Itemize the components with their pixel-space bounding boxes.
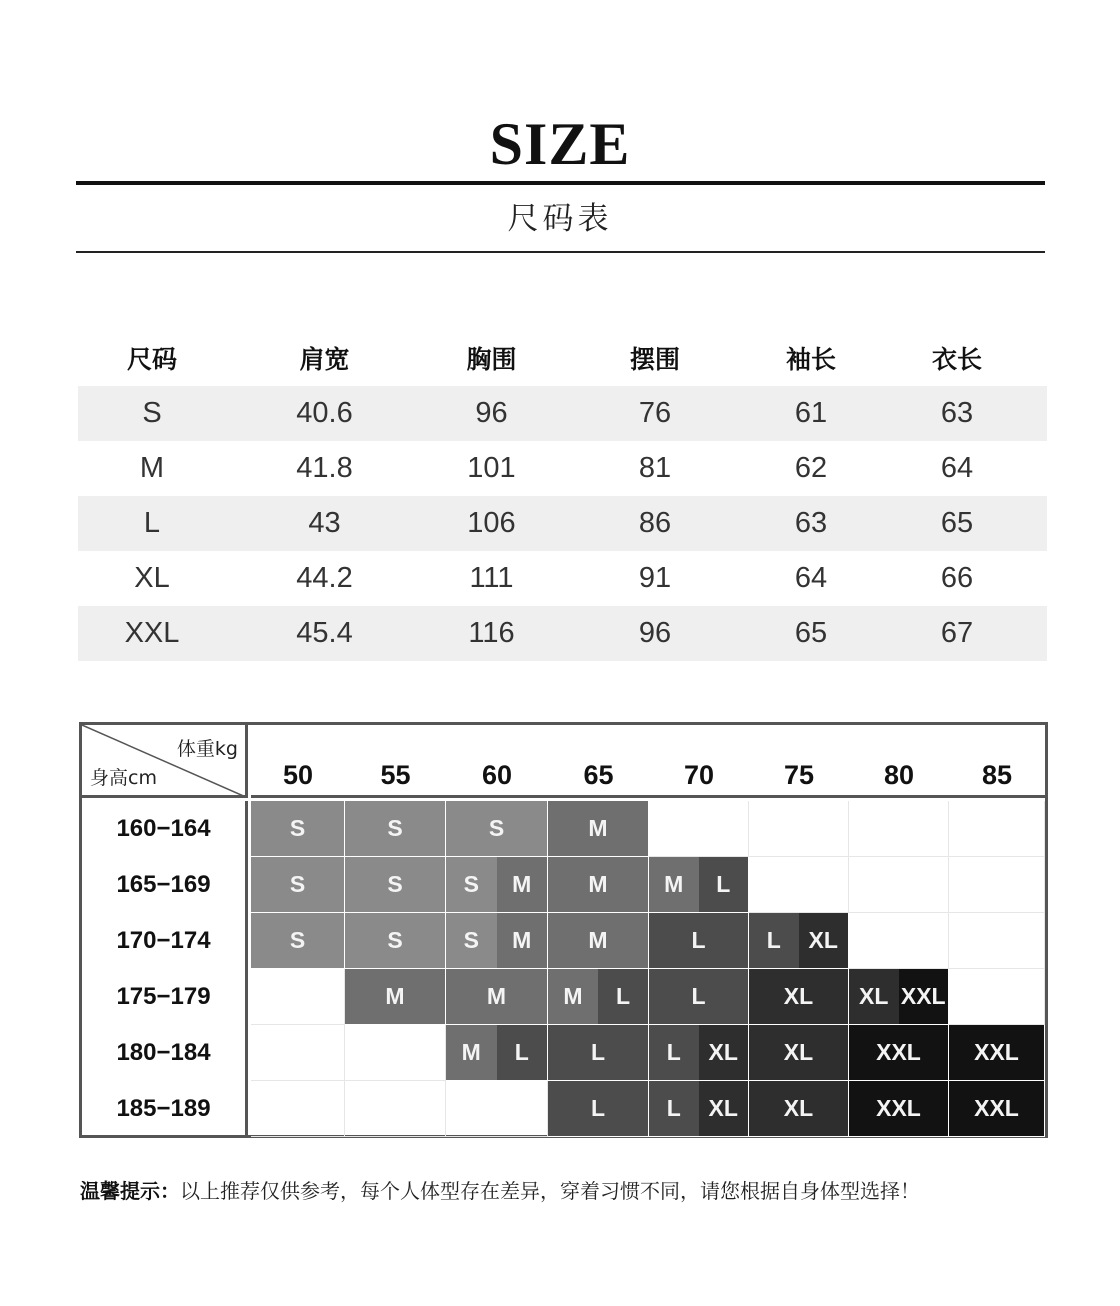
table-cell: 63 — [794, 507, 828, 539]
size-label: XL — [849, 969, 899, 1024]
size-label: L — [699, 857, 749, 912]
size-cell — [649, 801, 749, 857]
column-header: 肩宽 — [299, 345, 350, 374]
table-row — [78, 606, 1047, 661]
size-label: L — [548, 1081, 648, 1136]
size-label: L — [649, 913, 748, 968]
tip-note — [80, 1175, 920, 1204]
table-cell: 63 — [940, 397, 974, 429]
size-label: XXL — [849, 1081, 948, 1136]
size-cell — [548, 1081, 649, 1137]
size-cell — [849, 857, 949, 913]
column-header: 衣长 — [931, 345, 982, 374]
size-cell — [345, 913, 446, 969]
size-cell — [345, 1025, 446, 1081]
size-cell — [548, 1025, 649, 1081]
column-header: 摆围 — [629, 345, 680, 374]
size-label: L — [649, 1081, 699, 1136]
size-cell — [251, 913, 345, 969]
table-cell: 116 — [468, 617, 515, 649]
table-cell: 65 — [940, 507, 974, 539]
size-cell — [251, 801, 345, 857]
size-label: L — [649, 1025, 699, 1080]
weight-header-cell: 75 — [783, 760, 815, 790]
height-row-label: 160−164 — [82, 801, 248, 857]
size-cell — [849, 1025, 949, 1081]
table-cell: 64 — [794, 562, 828, 594]
size-label: XL — [699, 1025, 749, 1080]
height-row-label: 175−179 — [82, 969, 248, 1025]
table-cell: 66 — [940, 562, 974, 594]
table-row — [78, 551, 1047, 606]
size-label: M — [548, 857, 648, 912]
size-label: S — [446, 801, 547, 856]
size-label: S — [251, 913, 344, 968]
height-axis-label: 身高cm — [90, 767, 157, 789]
table-cell: 86 — [638, 507, 672, 539]
size-cell — [749, 1081, 849, 1137]
table-row — [78, 386, 1047, 441]
size-label: M — [497, 913, 548, 968]
size-cell — [649, 969, 749, 1025]
size-label: M — [345, 969, 445, 1024]
table-cell: 45.4 — [296, 617, 353, 649]
weight-header-cell: 80 — [883, 760, 915, 790]
size-label: M — [649, 857, 699, 912]
size-label: XL — [749, 969, 848, 1024]
weight-header-cell: 85 — [981, 760, 1013, 790]
size-cell — [949, 857, 1045, 913]
height-row-label: 185−189 — [82, 1081, 248, 1137]
size-label: XL — [799, 913, 849, 968]
size-cell — [446, 801, 548, 857]
table-cell: M — [139, 452, 165, 484]
page-title: SIZE — [489, 111, 631, 177]
size-label: XXL — [899, 969, 949, 1024]
weight-header-cell: 70 — [683, 760, 715, 790]
size-label: M — [497, 857, 548, 912]
weight-header-cell: 50 — [282, 760, 314, 790]
size-cell — [446, 1081, 548, 1137]
size-cell — [548, 857, 649, 913]
size-cell — [949, 1025, 1045, 1081]
weight-header-cell: 65 — [583, 760, 614, 790]
weight-header-cell: 60 — [481, 760, 513, 790]
tip-label: 温馨提示： — [80, 1179, 180, 1203]
size-cell — [949, 1081, 1045, 1137]
size-label: S — [345, 913, 445, 968]
title-divider — [76, 181, 1045, 185]
weight-axis-label: 体重kg — [176, 738, 238, 760]
table-cell: 91 — [638, 562, 672, 594]
grid-corner — [82, 725, 248, 798]
size-label: XL — [749, 1025, 848, 1080]
table-cell: 65 — [794, 617, 828, 649]
table-cell: 106 — [467, 507, 516, 539]
size-label: S — [345, 857, 445, 912]
size-label: L — [749, 913, 799, 968]
size-label: S — [446, 913, 497, 968]
size-cell — [649, 1081, 749, 1137]
table-cell: 111 — [469, 562, 514, 594]
size-cell — [251, 1025, 345, 1081]
size-label: M — [548, 969, 598, 1024]
weight-header-row — [251, 725, 1045, 798]
size-label: XXL — [949, 1025, 1044, 1080]
size-table-header — [78, 330, 1047, 386]
table-cell: XL — [134, 562, 170, 594]
size-cell — [345, 1081, 446, 1137]
size-cell — [949, 969, 1045, 1025]
size-label: S — [251, 801, 344, 856]
table-cell: 81 — [638, 452, 672, 484]
size-cell — [446, 857, 548, 913]
size-cell — [849, 801, 949, 857]
size-label: XXL — [849, 1025, 948, 1080]
table-cell: 67 — [940, 617, 974, 649]
size-cell — [548, 969, 649, 1025]
height-row-label: 165−169 — [82, 857, 248, 913]
column-header: 尺码 — [126, 345, 177, 374]
size-label: S — [345, 801, 445, 856]
size-cell — [649, 857, 749, 913]
size-cell — [949, 913, 1045, 969]
size-label: M — [548, 913, 648, 968]
column-header: 胸围 — [466, 345, 517, 374]
size-cell — [251, 969, 345, 1025]
size-cell — [649, 913, 749, 969]
size-label: XL — [699, 1081, 749, 1136]
tip-text: 以上推荐仅供参考，每个人体型存在差异，穿着习惯不同，请您根据自身体型选择！ — [180, 1179, 920, 1203]
size-cell — [749, 857, 849, 913]
size-cell — [548, 801, 649, 857]
size-cell — [446, 913, 548, 969]
table-row — [78, 496, 1047, 551]
table-cell: 76 — [638, 397, 672, 429]
table-row — [78, 441, 1047, 496]
subtitle-divider — [76, 251, 1045, 253]
size-cell — [548, 913, 649, 969]
size-cell — [849, 1081, 949, 1137]
table-cell: 96 — [638, 617, 672, 649]
size-label: L — [598, 969, 648, 1024]
table-cell: 62 — [794, 452, 828, 484]
table-cell: 64 — [940, 452, 974, 484]
size-cell — [446, 1025, 548, 1081]
table-cell: 44.2 — [296, 562, 353, 594]
size-cell — [749, 913, 849, 969]
size-cell — [749, 1025, 849, 1081]
height-row-label: 170−174 — [82, 913, 248, 969]
size-table — [78, 330, 1047, 661]
size-cell — [749, 969, 849, 1025]
size-cell — [251, 1081, 345, 1137]
column-header: 袖长 — [785, 345, 836, 374]
size-cell — [949, 801, 1045, 857]
table-cell: 40.6 — [296, 397, 353, 429]
table-cell: 101 — [467, 452, 516, 484]
size-recommendation-grid — [79, 722, 1048, 1138]
size-cell — [345, 969, 446, 1025]
size-cell — [446, 969, 548, 1025]
size-label: L — [548, 1025, 648, 1080]
table-cell: 96 — [475, 397, 508, 429]
size-label: XXL — [949, 1081, 1044, 1136]
size-label: M — [548, 801, 648, 856]
size-label: M — [446, 969, 547, 1024]
size-cell — [849, 969, 949, 1025]
size-cell — [345, 801, 446, 857]
size-cell — [345, 857, 446, 913]
table-cell: L — [143, 507, 161, 539]
size-label: L — [649, 969, 748, 1024]
size-label: S — [251, 857, 344, 912]
table-cell: 43 — [308, 507, 341, 539]
weight-header-cell: 55 — [380, 760, 411, 790]
size-cell — [849, 913, 949, 969]
table-cell: 41.8 — [296, 452, 353, 484]
height-row-label: 180−184 — [82, 1025, 248, 1081]
size-label: M — [446, 1025, 497, 1080]
size-label: L — [497, 1025, 548, 1080]
table-cell: S — [142, 397, 162, 429]
size-label: S — [446, 857, 497, 912]
table-cell: 61 — [794, 397, 828, 429]
size-cell — [649, 1025, 749, 1081]
size-cell — [251, 857, 345, 913]
size-label: XL — [749, 1081, 848, 1136]
page-subtitle: 尺码表 — [507, 201, 613, 237]
size-cell — [749, 801, 849, 857]
table-cell: XXL — [124, 617, 180, 649]
